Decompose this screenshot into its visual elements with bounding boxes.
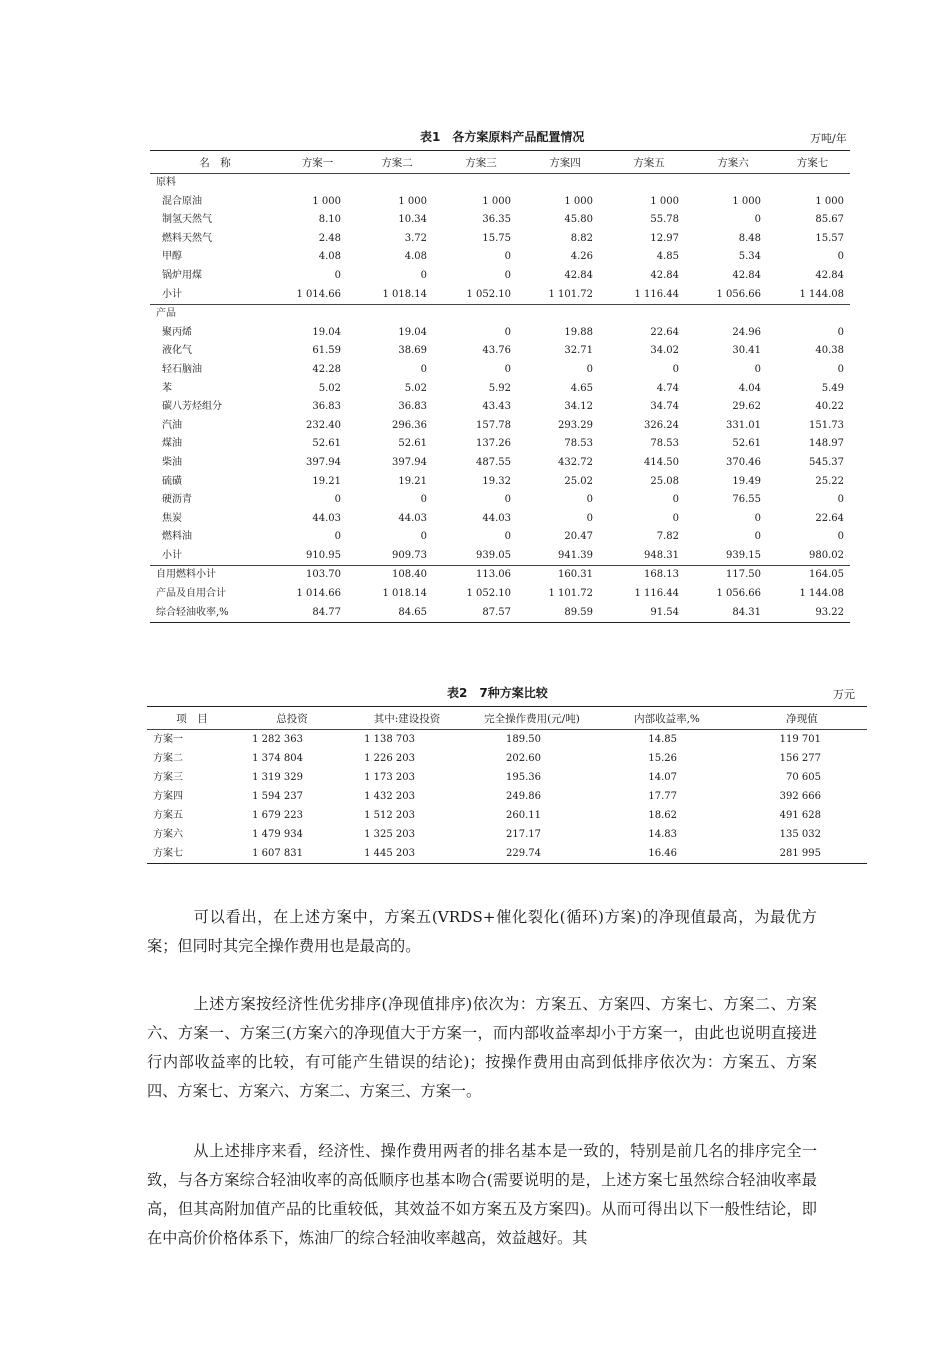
table2-col-header: 净现值 xyxy=(786,712,818,725)
table2-cell: 202.60 xyxy=(506,753,541,764)
table1-cell: 22.64 xyxy=(815,512,844,524)
table1-header xyxy=(150,151,850,174)
table2-cell: 491 628 xyxy=(779,810,821,821)
table2-cell: 1 432 203 xyxy=(364,791,415,802)
table1-row xyxy=(150,547,850,566)
table1-cell: 15.57 xyxy=(815,232,844,244)
table1-cell: 8.10 xyxy=(318,214,341,226)
table2-cell: 1 479 934 xyxy=(252,829,303,840)
table1-cell: 40.22 xyxy=(815,401,844,413)
table2-row-name: 方案五 xyxy=(153,810,183,821)
table1-row xyxy=(150,211,850,230)
table2-row xyxy=(147,768,867,787)
table1-cell: 0 xyxy=(504,494,511,506)
table1-group-row xyxy=(150,174,850,193)
table1-row xyxy=(150,324,850,343)
table1-cell: 232.40 xyxy=(306,419,341,431)
table1-row-name: 煤油 xyxy=(162,438,182,450)
table1-cell: 52.61 xyxy=(398,438,427,450)
table1-cell: 397.94 xyxy=(392,456,427,468)
table1-cell: 42.84 xyxy=(564,269,593,281)
table1-cell: 22.64 xyxy=(650,326,679,338)
table1-cell: 61.59 xyxy=(312,345,341,357)
table1-cell: 25.08 xyxy=(650,475,679,487)
table1-cell: 45.80 xyxy=(564,214,593,226)
table2-cell: 18.62 xyxy=(648,810,677,821)
table1-row-name: 焦炭 xyxy=(162,512,182,524)
table1-cell: 30.41 xyxy=(732,345,761,357)
table1-cell: 34.02 xyxy=(650,345,679,357)
table1-cell: 0 xyxy=(837,531,844,543)
table1-row-name: 锅炉用煤 xyxy=(162,269,202,281)
table1-cell: 1 000 xyxy=(650,195,679,207)
table1-cell: 85.67 xyxy=(815,214,844,226)
table1-cell: 1 101.72 xyxy=(548,288,593,300)
table2-row xyxy=(147,730,867,750)
table1-cell: 1 018.14 xyxy=(382,288,427,300)
table1-cell: 4.74 xyxy=(656,382,679,394)
table1-cell: 113.06 xyxy=(476,569,511,581)
table1-cell: 34.74 xyxy=(650,401,679,413)
table1-cell: 1 000 xyxy=(312,195,341,207)
table2-cell: 1 226 203 xyxy=(364,753,415,764)
table1-row-name: 小计 xyxy=(162,549,182,561)
table1-cell: 1 000 xyxy=(815,195,844,207)
table1-cell: 168.13 xyxy=(644,569,679,581)
table2-row xyxy=(147,787,867,806)
table2-row xyxy=(147,825,867,844)
table2-cell: 1 679 223 xyxy=(252,810,303,821)
table1-cell: 4.65 xyxy=(570,382,593,394)
table2-cell: 1 445 203 xyxy=(364,848,415,859)
table1-cell: 0 xyxy=(837,251,844,263)
table2-row xyxy=(147,806,867,825)
table1-cell: 432.72 xyxy=(558,456,593,468)
table1-cell: 103.70 xyxy=(306,569,341,581)
table1-cell: 157.78 xyxy=(476,419,511,431)
table1-col-header: 方案四 xyxy=(549,156,581,169)
table1-cell: 1 144.08 xyxy=(799,288,844,300)
table2-cell: 1 374 804 xyxy=(252,753,303,764)
table1-row-name: 燃料天然气 xyxy=(162,232,212,244)
table1-cell: 0 xyxy=(586,494,593,506)
table1-cell: 0 xyxy=(420,494,427,506)
table2-cell: 14.07 xyxy=(648,772,677,783)
table1-cell: 24.96 xyxy=(732,326,761,338)
table1-row xyxy=(150,435,850,454)
table1-cell: 1 000 xyxy=(482,195,511,207)
table1-row xyxy=(150,286,850,305)
table1-row xyxy=(150,491,850,510)
table1-cell: 93.22 xyxy=(815,606,844,618)
table1-cell: 78.53 xyxy=(650,438,679,450)
table2-cell: 1 325 203 xyxy=(364,829,415,840)
table2-row-name: 方案三 xyxy=(153,772,183,783)
table1-cell: 0 xyxy=(672,494,679,506)
table1-cell: 0 xyxy=(504,251,511,263)
table1-row xyxy=(150,417,850,436)
table2-cell: 1 282 363 xyxy=(252,734,303,745)
table1-cell: 42.28 xyxy=(312,363,341,375)
table1-cell: 0 xyxy=(504,531,511,543)
table1-row xyxy=(150,342,850,361)
table1-cell: 15.75 xyxy=(482,232,511,244)
table1-cell: 42.84 xyxy=(815,269,844,281)
table1-cell: 1 101.72 xyxy=(548,588,593,600)
table2-cell: 14.85 xyxy=(648,734,677,745)
table1-cell: 4.08 xyxy=(404,251,427,263)
table1-cell: 12.97 xyxy=(650,232,679,244)
table1-cell: 414.50 xyxy=(644,456,679,468)
table1-cell: 909.73 xyxy=(392,549,427,561)
table1-cell: 19.49 xyxy=(732,475,761,487)
table1-cell: 108.40 xyxy=(392,569,427,581)
table1-cell: 84.65 xyxy=(398,606,427,618)
table1-row xyxy=(150,267,850,286)
table1-row-name: 产品及自用合计 xyxy=(156,588,226,600)
table1-cell: 36.35 xyxy=(482,214,511,226)
table1-cell: 76.55 xyxy=(732,494,761,506)
table1-cell: 38.69 xyxy=(398,345,427,357)
table1-cell: 43.43 xyxy=(482,401,511,413)
table1-cell: 939.05 xyxy=(476,549,511,561)
table1-row-name: 制氢天然气 xyxy=(162,214,212,226)
table1-cell: 331.01 xyxy=(726,419,761,431)
table1-cell: 137.26 xyxy=(476,438,511,450)
table1-row-name: 混合原油 xyxy=(162,195,202,207)
table2-unit: 万元 xyxy=(833,688,855,701)
table1-cell: 84.77 xyxy=(312,606,341,618)
table1-row-name: 液化气 xyxy=(162,345,192,357)
table1-cell: 0 xyxy=(754,531,761,543)
table1-cell: 0 xyxy=(504,326,511,338)
table2-cell: 1 512 203 xyxy=(364,810,415,821)
table1-cell: 10.34 xyxy=(398,214,427,226)
table1-cell: 84.31 xyxy=(732,606,761,618)
table1-cell: 19.32 xyxy=(482,475,511,487)
table1-cell: 948.31 xyxy=(644,549,679,561)
table2-cell: 260.11 xyxy=(506,810,541,821)
table1-row-name: 燃料油 xyxy=(162,531,192,543)
table1-cell: 1 116.44 xyxy=(634,588,679,600)
table1-cell: 32.71 xyxy=(564,345,593,357)
table2-col-header: 总投资 xyxy=(276,712,308,725)
table2 xyxy=(147,706,867,864)
table1-cell: 0 xyxy=(334,531,341,543)
table2-cell: 16.46 xyxy=(648,848,677,859)
paragraph-3: 从上述排序来看，经济性、操作费用两者的排名基本是一致的，特别是前几名的排序完全一致，与各方案综合轻油收率的高低顺序也基本吻合(需要说明的是，上述方案七虽然综合轻油收率最高，但其高附加值产品的比重较低，其效益不如方案五及方案四)。从而可得出以下一般性结论，即在中高价价格体系下，炼油厂的综合轻油收率越高，效益越好。其 xyxy=(147,1142,817,1247)
table1-cell: 0 xyxy=(334,494,341,506)
table1-cell: 1 014.66 xyxy=(296,588,341,600)
table1-row-name: 柴油 xyxy=(162,456,182,468)
table2-cell: 17.77 xyxy=(648,791,677,802)
table2-title: 表2 7种方案比较 xyxy=(447,686,548,700)
table1-cell: 0 xyxy=(672,512,679,524)
table1-cell: 25.22 xyxy=(815,475,844,487)
table1-cell: 19.88 xyxy=(564,326,593,338)
table1-row xyxy=(150,361,850,380)
table1-cell: 52.61 xyxy=(732,438,761,450)
table1-row xyxy=(150,398,850,417)
table1-cell: 7.82 xyxy=(656,531,679,543)
table1-cell: 941.39 xyxy=(558,549,593,561)
table1-cell: 5.49 xyxy=(821,382,844,394)
table1-cell: 55.78 xyxy=(650,214,679,226)
table1-col-header: 方案一 xyxy=(301,156,334,169)
table1 xyxy=(150,150,850,623)
table1-cell: 4.04 xyxy=(738,382,761,394)
table2-col-header: 项 目 xyxy=(176,712,208,725)
table1-cell: 4.26 xyxy=(570,251,593,263)
table1-cell: 151.73 xyxy=(809,419,844,431)
table1-cell: 160.31 xyxy=(558,569,593,581)
table1-cell: 0 xyxy=(420,363,427,375)
table1-col-header: 方案三 xyxy=(465,156,497,169)
table1-title: 表1 各方案原料产品配置情况 xyxy=(420,130,585,144)
table2-cell: 195.36 xyxy=(506,772,541,783)
table1-cell: 89.59 xyxy=(564,606,593,618)
table1-row-name: 苯 xyxy=(162,382,172,394)
table1-cell: 117.50 xyxy=(726,569,761,581)
table1-cell: 87.57 xyxy=(482,606,511,618)
table2-row-name: 方案四 xyxy=(153,791,183,802)
table1-cell: 0 xyxy=(672,363,679,375)
table1-cell: 0 xyxy=(837,326,844,338)
table1-row-name: 小计 xyxy=(162,288,182,300)
table1-cell: 1 000 xyxy=(398,195,427,207)
table1-cell: 19.21 xyxy=(398,475,427,487)
table2-cell: 135 032 xyxy=(779,829,821,840)
table1-col-header: 方案七 xyxy=(796,156,829,169)
table2-cell: 249.86 xyxy=(506,791,541,802)
table1-cell: 19.04 xyxy=(312,326,341,338)
table2-cell: 1 594 237 xyxy=(252,791,303,802)
table1-cell: 296.36 xyxy=(392,419,427,431)
table1-cell: 1 052.10 xyxy=(466,588,511,600)
table1-cell: 0 xyxy=(837,363,844,375)
table1-cell: 1 052.10 xyxy=(466,288,511,300)
table2-cell: 392 666 xyxy=(779,791,821,802)
table2-row-name: 方案七 xyxy=(153,848,183,859)
table2-row-name: 方案六 xyxy=(153,829,183,840)
table1-cell: 4.08 xyxy=(318,251,341,263)
table2-row-name: 方案二 xyxy=(153,753,183,764)
table1-cell: 980.02 xyxy=(809,549,844,561)
table1-cell: 2.48 xyxy=(318,232,341,244)
table1-cell: 34.12 xyxy=(564,401,593,413)
table1-cell: 5.02 xyxy=(404,382,427,394)
table1-cell: 1 056.66 xyxy=(716,588,761,600)
table1-cell: 5.34 xyxy=(738,251,761,263)
table1-cell: 293.29 xyxy=(558,419,593,431)
table1-row-name: 聚丙烯 xyxy=(162,326,192,338)
table1-row xyxy=(150,528,850,547)
table1-cell: 0 xyxy=(754,214,761,226)
table1-cell: 164.05 xyxy=(809,569,844,581)
table1-cell: 545.37 xyxy=(809,456,844,468)
table1-cell: 36.83 xyxy=(398,401,427,413)
table2-cell: 1 138 703 xyxy=(364,734,415,745)
table1-cell: 3.72 xyxy=(404,232,427,244)
table1-cell: 0 xyxy=(754,512,761,524)
table2-cell: 1 173 203 xyxy=(364,772,415,783)
table1-row-name: 硬沥青 xyxy=(162,494,192,506)
table1-cell: 370.46 xyxy=(726,456,761,468)
table1-total-row xyxy=(150,585,850,604)
table2-row-name: 方案一 xyxy=(153,734,183,745)
paragraph-2: 上述方案按经济性优劣排序(净现值排序)依次为：方案五、方案四、方案七、方案二、方案六、方案一、方案三(方案六的净现值大于方案一，而内部收益率却小于方案一，由此也说明直接进行内部收益率的比较，有可能产生错误的结论)；按操作费用由高到低排序依次为：方案五、方案四、方案七、方案六、方案二、方案三、方案一。 xyxy=(147,995,817,1100)
table1-row-name: 碳八芳烃组分 xyxy=(162,401,222,413)
table1-row xyxy=(150,473,850,492)
table1-col-header: 方案六 xyxy=(717,156,749,169)
table2-col-header: 完全操作费用(元/吨) xyxy=(484,712,580,725)
table1-cell: 4.85 xyxy=(656,251,679,263)
table1-col-header: 方案五 xyxy=(633,156,665,169)
table1-cell: 19.04 xyxy=(398,326,427,338)
table1-cell: 148.97 xyxy=(809,438,844,450)
table1-cell: 0 xyxy=(837,494,844,506)
table1-row-name: 综合轻油收率,% xyxy=(156,606,229,618)
table1-cell: 0 xyxy=(504,363,511,375)
table2-cell: 15.26 xyxy=(648,753,677,764)
table2-cell: 70 605 xyxy=(786,772,821,783)
table1-total-row xyxy=(150,604,850,623)
table1-cell: 0 xyxy=(504,269,511,281)
table1-cell: 19.21 xyxy=(312,475,341,487)
table1-cell: 0 xyxy=(586,512,593,524)
table1-group-label: 原料 xyxy=(156,177,176,188)
table1-cell: 91.54 xyxy=(650,606,679,618)
table2-cell: 1 319 329 xyxy=(252,772,303,783)
table1-cell: 42.84 xyxy=(732,269,761,281)
table1-cell: 0 xyxy=(334,269,341,281)
table2-cell: 156 277 xyxy=(779,753,821,764)
table1-col-header: 名 称 xyxy=(199,156,231,169)
table1-cell: 5.92 xyxy=(488,382,511,394)
table1-cell: 1 056.66 xyxy=(716,288,761,300)
table1-unit: 万吨/年 xyxy=(810,132,847,145)
table1-cell: 44.03 xyxy=(312,512,341,524)
table1-cell: 1 018.14 xyxy=(382,588,427,600)
table2-header xyxy=(147,707,867,730)
table1-cell: 40.38 xyxy=(815,345,844,357)
table1-row xyxy=(150,380,850,399)
table1-cell: 0 xyxy=(754,363,761,375)
table1-row xyxy=(150,193,850,212)
table1-row-name: 硫磺 xyxy=(162,475,182,487)
table1-cell: 78.53 xyxy=(564,438,593,450)
table1-cell: 1 000 xyxy=(732,195,761,207)
table1-row-name: 汽油 xyxy=(162,419,182,431)
table1-col-header: 方案二 xyxy=(381,156,413,169)
paragraph-1: 可以看出，在上述方案中，方案五(VRDS+催化裂化(循环)方案)的净现值最高，为最优方案；但同时其完全操作费用也是最高的。 xyxy=(147,908,817,955)
table1-cell: 939.15 xyxy=(726,549,761,561)
table1-cell: 8.82 xyxy=(570,232,593,244)
table2-cell: 189.50 xyxy=(506,734,541,745)
table1-cell: 0 xyxy=(420,269,427,281)
table2-cell: 229.74 xyxy=(506,848,541,859)
table1-row xyxy=(150,230,850,249)
table1-cell: 326.24 xyxy=(644,419,679,431)
table1-cell: 52.61 xyxy=(312,438,341,450)
table2-row xyxy=(147,844,867,864)
table2-cell: 119 701 xyxy=(779,734,821,745)
table1-cell: 42.84 xyxy=(650,269,679,281)
table2-cell: 281 995 xyxy=(779,848,821,859)
table1-cell: 29.62 xyxy=(732,401,761,413)
table1-cell: 397.94 xyxy=(306,456,341,468)
table2-col-header: 其中:建设投资 xyxy=(373,712,441,725)
table1-cell: 36.83 xyxy=(312,401,341,413)
table1-cell: 1 000 xyxy=(564,195,593,207)
table1-cell: 44.03 xyxy=(398,512,427,524)
table1-row-name: 甲醇 xyxy=(162,251,182,263)
table2-cell: 1 607 831 xyxy=(252,848,303,859)
table1-cell: 8.48 xyxy=(738,232,761,244)
table2-col-header: 内部收益率,% xyxy=(634,712,700,725)
table1-group-row xyxy=(150,305,850,324)
table1-cell: 0 xyxy=(420,531,427,543)
table1-cell: 44.03 xyxy=(482,512,511,524)
table1-cell: 25.02 xyxy=(564,475,593,487)
table1-cell: 1 014.66 xyxy=(296,288,341,300)
table1-row-name: 自用燃料小计 xyxy=(156,569,216,581)
table2-row xyxy=(147,749,867,768)
table1-cell: 487.55 xyxy=(476,456,511,468)
table1-cell: 1 144.08 xyxy=(799,588,844,600)
table1-row xyxy=(150,248,850,267)
table1-cell: 910.95 xyxy=(306,549,341,561)
table1-row xyxy=(150,510,850,529)
table1-group-label: 产品 xyxy=(156,308,176,320)
table1-row-name: 轻石脑油 xyxy=(162,363,202,375)
table2-cell: 217.17 xyxy=(506,829,541,840)
table1-cell: 20.47 xyxy=(564,531,593,543)
table1-row xyxy=(150,454,850,473)
table1-cell: 1 116.44 xyxy=(634,288,679,300)
table2-cell: 14.83 xyxy=(648,829,677,840)
table1-cell: 0 xyxy=(586,363,593,375)
table1-cell: 43.76 xyxy=(482,345,511,357)
table1-total-row xyxy=(150,566,850,585)
table1-cell: 5.02 xyxy=(318,382,341,394)
